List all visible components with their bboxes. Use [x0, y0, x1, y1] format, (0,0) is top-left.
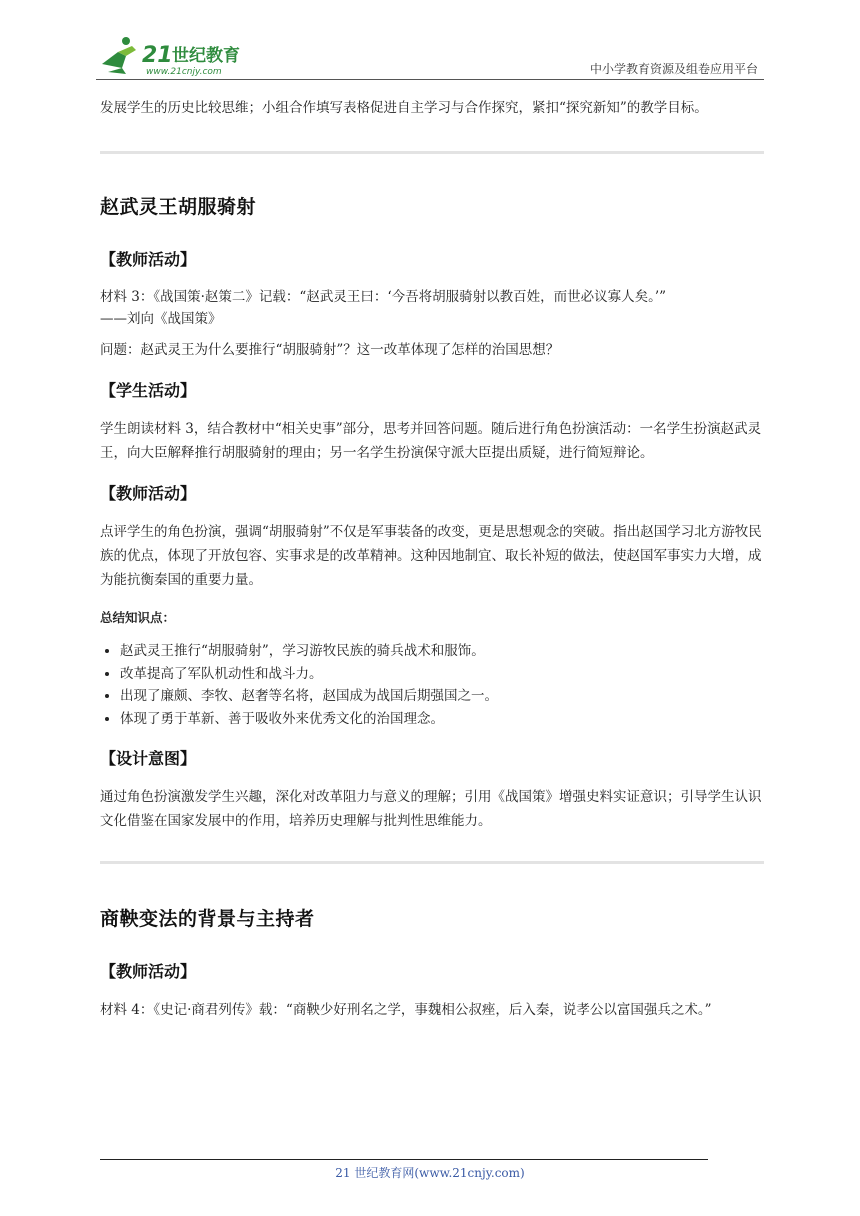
- material-3-source: ——刘向《战国策》: [100, 311, 222, 327]
- question-paragraph: 问题：赵武灵王为什么要推行“胡服骑射”？这一改革体现了怎样的治国思想？: [100, 342, 560, 358]
- section2-teacher-heading: 【教师活动】: [100, 962, 197, 981]
- teacher-activity-text: 点评学生的角色扮演，强调“胡服骑射”不仅是军事装备的改变，更是思想观念的突破。指出赵国学习北方游牧民族的优点，体现了开放包容、实事求是的改革精神。这种因地制宜、取长补短的做法，使赵国军事实力大增，成为能抗衡秦国的重要力量。: [100, 524, 762, 588]
- svg-text:21: 21: [142, 43, 173, 68]
- svg-text:www.21cnjy.com: www.21cnjy.com: [146, 67, 222, 77]
- material-4-text: 材料 4：《史记·商君列传》载：“商鞅少好刑名之学，事魏相公叔痤，后入秦，说孝公以富国强兵之术。”: [100, 1002, 712, 1018]
- header-rule: [96, 79, 764, 80]
- footer-rule: [100, 1159, 708, 1160]
- section1-title: 赵武灵王胡服骑射: [100, 196, 257, 218]
- platform-name: 中小学教育资源及组卷应用平台: [589, 62, 758, 76]
- 21cnjy-logo: [96, 34, 266, 78]
- summary-item: • 改革提高了军队机动性和战斗力。: [120, 663, 764, 686]
- section1-student-heading: 【学生活动】: [100, 381, 197, 400]
- section1-teacher-heading-2: 【教师活动】: [100, 484, 197, 503]
- section1-teacher-heading: 【教师活动】: [100, 250, 197, 269]
- footer-link[interactable]: 21 世纪教育网(www.21cnjy.com): [335, 1166, 525, 1180]
- material-3-line1: 材料 3：《战国策·赵策二》记载：“赵武灵王曰：‘今吾将胡服骑射以教百姓，而世必议寡人矣。’”: [100, 289, 667, 305]
- summary-list: [100, 640, 764, 730]
- summary-item: • 出现了廉颇、李牧、赵奢等名将，赵国成为战国后期强国之一。: [120, 685, 764, 708]
- summary-item: • 体现了勇于革新、善于吸收外来优秀文化的治国理念。: [120, 708, 764, 731]
- intro-paragraph: 发展学生的历史比较思维；小组合作填写表格促进自主学习与合作探究，紧扣“探究新知”的教学目标。: [100, 100, 708, 116]
- page-header: [96, 34, 764, 80]
- section2-title: 商鞅变法的背景与主持者: [100, 908, 315, 930]
- student-activity-text: 学生朗读材料 3，结合教材中“相关史事”部分，思考并回答问题。随后进行角色扮演活动：一名学生扮演赵武灵王，向大臣解释推行胡服骑射的理由；另一名学生扮演保守派大臣提出质疑，进行简短辩论。: [100, 421, 762, 461]
- summary-item: • 赵武灵王推行“胡服骑射”，学习游牧民族的骑兵战术和服饰。: [120, 640, 764, 663]
- document-body: [100, 92, 764, 1022]
- design-intent-heading: 【设计意图】: [100, 749, 197, 768]
- section-divider: [100, 861, 764, 864]
- section-divider: [100, 151, 764, 154]
- summary-label: 总结知识点：: [100, 610, 176, 625]
- design-intent-text: 通过角色扮演激发学生兴趣，深化对改革阻力与意义的理解；引用《战国策》增强史料实证意识；引导学生认识文化借鉴在国家发展中的作用，培养历史理解与批判性思维能力。: [100, 789, 762, 829]
- svg-text:世纪教育: 世纪教育: [172, 46, 240, 66]
